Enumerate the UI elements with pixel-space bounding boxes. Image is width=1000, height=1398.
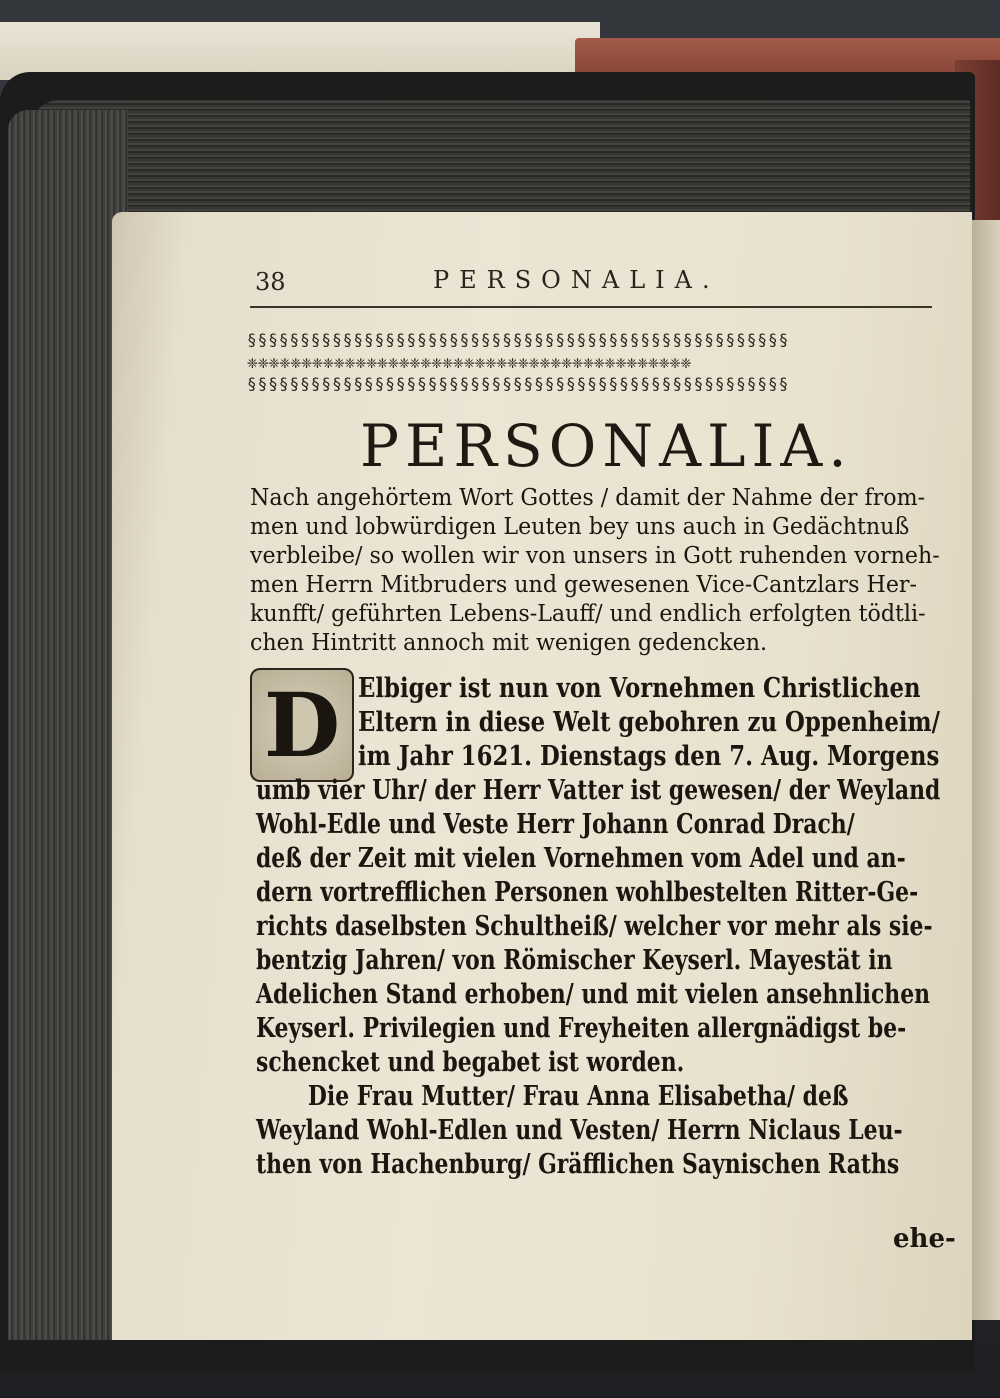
header-rule [250, 306, 932, 308]
text-line: schencket und begabet ist worden. [256, 1047, 685, 1078]
text-line: bentzig Jahren/ von Römischer Keyserl. Mayestät in [256, 945, 893, 976]
text-line: Keyserl. Privilegien und Freyheiten allergnädigst be- [256, 1013, 907, 1044]
page-number: 38 [255, 268, 286, 296]
text-line: then von Hachenburg/ Gräfflichen Saynischen Raths [256, 1149, 900, 1180]
text-line: Die Frau Mutter/ Frau Anna Elisabetha/ deß [307, 1081, 849, 1112]
running-head: PERSONALIA. [433, 266, 720, 294]
initial-letter: D [263, 673, 341, 777]
body-paragraph [256, 774, 1000, 1182]
text-line: im Jahr 1621. Dienstags den 7. Aug. Morgens [358, 741, 940, 772]
text-line: Adelichen Stand erhoben/ und mit vielen ansehnlichen [256, 979, 931, 1010]
text-line: dern vortrefflichen Personen wohlbestelten Ritter-Ge- [256, 877, 919, 908]
intro-paragraph [250, 484, 966, 658]
text-line: chen Hintritt annoch mit wenigen gedencken. [250, 630, 768, 656]
text-line: Weyland Wohl-Edlen und Vesten/ Herrn Niclaus Leu- [256, 1115, 903, 1146]
ornament-row: §§§§§§§§§§§§§§§§§§§§§§§§§§§§§§§§§§§§§§§§§§§§§§§§§§§ [247, 330, 790, 349]
text-line: kunfft/ geführten Lebens-Lauff/ und endlich erfolgten tödtli- [250, 601, 926, 627]
page-stack-top-edges [30, 100, 970, 230]
ornament-row: ❈❈❈❈❈❈❈❈❈❈❈❈❈❈❈❈❈❈❈❈❈❈❈❈❈❈❈❈❈❈❈❈❈❈❈❈❈❈❈❈❈ [247, 352, 692, 373]
text-line: men und lobwürdigen Leuten bey uns auch in Gedächtnuß [250, 514, 910, 540]
page-stack-left-edges [8, 110, 128, 1340]
text-line: deß der Zeit mit vielen Vornehmen vom Adel und an- [256, 843, 906, 874]
text-line: Elbiger ist nun von Vornehmen Christlichen [358, 673, 921, 704]
text-line: umb vier Uhr/ der Herr Vatter ist gewesen/ der Weyland [256, 775, 941, 806]
text-line: men Herrn Mitbruders und gewesenen Vice-Cantzlars Her- [250, 572, 918, 598]
text-line: Nach angehörtem Wort Gottes / damit der Nahme der from- [250, 485, 926, 511]
text-line: Eltern in diese Welt gebohren zu Oppenheim/ [358, 707, 940, 738]
page-title: PERSONALIA. [360, 412, 853, 480]
text-line: richts daselbsten Schultheiß/ welcher vor mehr als sie- [256, 911, 933, 942]
body-paragraph-indented [358, 672, 1000, 774]
catchword: ehe- [893, 1224, 956, 1254]
text-line: Wohl-Edle und Veste Herr Johann Conrad Drach/ [256, 809, 855, 840]
decorated-initial [250, 668, 354, 782]
ornament-row: §§§§§§§§§§§§§§§§§§§§§§§§§§§§§§§§§§§§§§§§§§§§§§§§§§§ [247, 374, 790, 393]
text-line: verbleibe/ so wollen wir von unsers in Gott ruhenden vorneh- [250, 543, 940, 569]
